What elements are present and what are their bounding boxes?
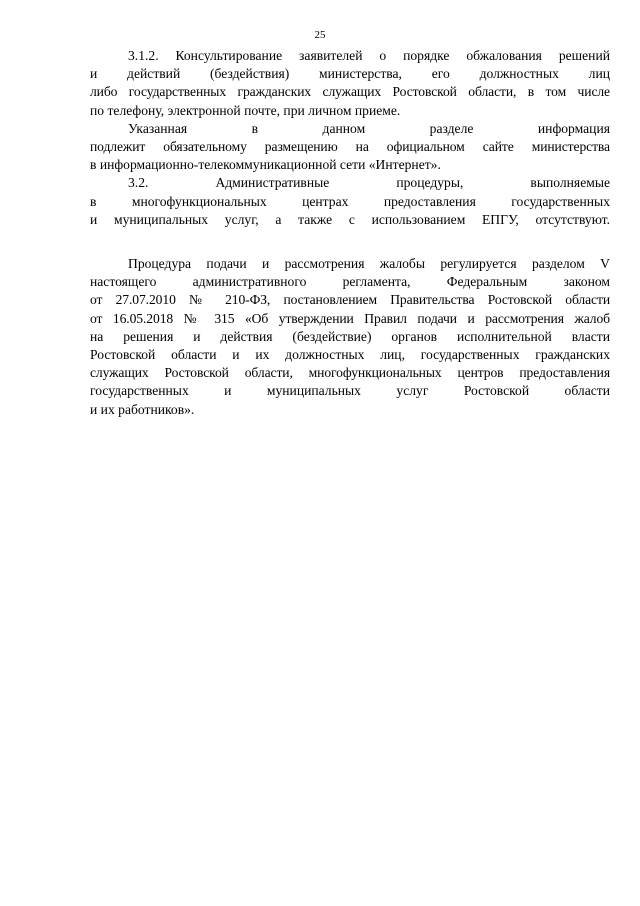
text-line: и муниципальных услуг, а также с использованием ЕПГУ, отсутствуют. [90, 211, 610, 227]
paragraph-3-2 [90, 174, 610, 229]
text-line: государственных и муниципальных услуг Ростовской области [90, 383, 610, 399]
text-line: настоящего административного регламента, Федеральным законом [90, 274, 610, 290]
text-line: подлежит обязательному размещению на официальном сайте министерства [90, 139, 610, 155]
text-line: в многофункциональных центрах предоставления государственных [90, 193, 610, 209]
paragraph-info-placement [90, 120, 610, 175]
paragraph-3-1-2 [90, 47, 610, 120]
text-line: Ростовской области и их должностных лиц, государственных гражданских [90, 347, 610, 363]
text-line: 3.1.2. Консультирование заявителей о порядке обжалования решений [128, 48, 610, 63]
text-line: Указанная в данном разделе информация [128, 120, 610, 136]
text-line: по телефону, электронной почте, при личном приеме. [90, 102, 401, 118]
text-line: от 27.07.2010 № 210-ФЗ, постановлением Правительства Ростовской области [90, 292, 610, 308]
text-line: в информационно-телекоммуникационной сети «Интернет». [90, 157, 441, 173]
text-line: 3.2. Административные процедуры, выполняемые [128, 175, 610, 191]
paragraph-complaint-procedure [90, 255, 610, 419]
text-line: либо государственных гражданских служащих Ростовской области, в том числе [90, 84, 610, 100]
text-line: и их работников». [90, 401, 195, 417]
text-line: служащих Ростовской области, многофункциональных центров предоставления [90, 365, 610, 381]
text-line: и действий (бездействия) министерства, его должностных лиц [90, 66, 610, 82]
text-line: от 16.05.2018 № 315 «Об утверждении Правил подачи и рассмотрения жалоб [90, 310, 610, 326]
text-line: на решения и действия (бездействие) органов исполнительной власти [90, 328, 610, 344]
document-body [90, 47, 610, 419]
page-number: 25 [314, 29, 326, 41]
text-line: Процедура подачи и рассмотрения жалобы регулируется разделом V [128, 256, 610, 272]
